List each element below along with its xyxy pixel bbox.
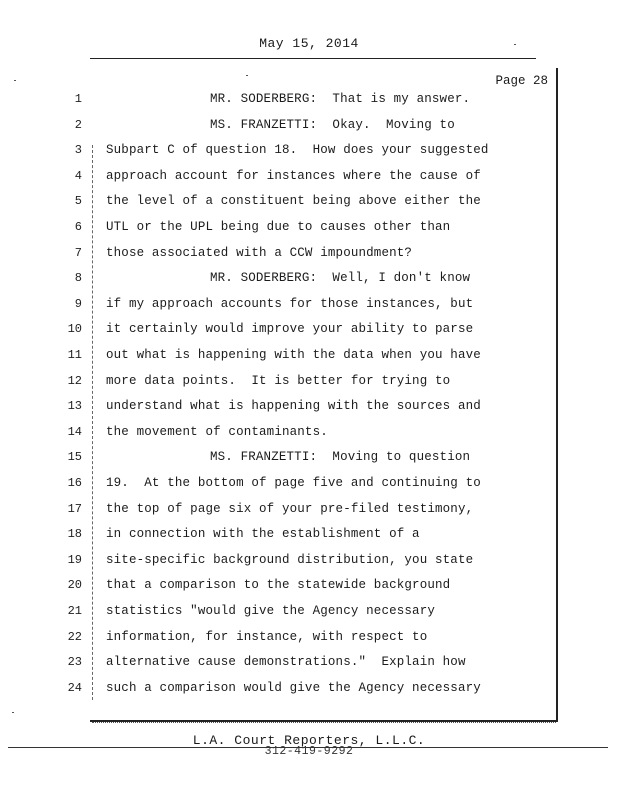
scan-speck xyxy=(14,80,16,81)
line-number: 9 xyxy=(74,296,82,311)
transcript-line: Subpart C of question 18. How does your suggested xyxy=(106,143,489,158)
transcript-line: approach account for instances where the cause of xyxy=(106,168,481,183)
line-number: 3 xyxy=(74,143,82,158)
date-header: May 15, 2014 xyxy=(259,36,359,51)
line-number: 5 xyxy=(74,194,82,209)
transcript-line: understand what is happening with the sources and xyxy=(106,399,481,414)
transcript-line: that a comparison to the statewide background xyxy=(106,578,451,593)
transcript-line: out what is happening with the data when you have xyxy=(106,348,481,362)
line-number: 15 xyxy=(67,450,82,465)
page-number: Page 28 xyxy=(495,74,548,88)
line-number: 16 xyxy=(67,476,82,490)
line-number: 20 xyxy=(67,578,82,593)
scan-speck xyxy=(12,712,14,713)
transcript-line: such a comparison would give the Agency necessary xyxy=(106,680,481,695)
line-number: 8 xyxy=(74,271,82,286)
transcript-line: the level of a constituent being above either the xyxy=(106,194,481,209)
transcript-line: if my approach accounts for those instances, but xyxy=(106,296,474,311)
transcript-line: MS. FRANZETTI: Okay. Moving to xyxy=(210,117,455,132)
transcript-line: alternative cause demonstrations." Explain how xyxy=(106,655,466,670)
transcript-line: more data points. It is better for trying to xyxy=(106,373,451,388)
scan-speck xyxy=(246,75,248,76)
line-number: 10 xyxy=(67,322,82,337)
line-number: 7 xyxy=(74,245,82,260)
footer-reporter: L.A. Court Reporters, L.L.C. xyxy=(192,733,426,748)
line-number: 11 xyxy=(67,348,82,362)
scan-speck xyxy=(514,44,516,45)
transcript-line: 19. At the bottom of page five and continuing to xyxy=(106,476,481,490)
header-rule xyxy=(90,58,536,59)
line-number: 2 xyxy=(74,117,82,132)
transcript-line: site-specific background distribution, you state xyxy=(106,552,474,567)
line-number: 23 xyxy=(67,655,82,670)
transcript-line: it certainly would improve your ability to parse xyxy=(106,322,474,337)
line-number: 12 xyxy=(67,373,82,388)
line-number: 17 xyxy=(67,501,82,516)
transcript-line: the movement of contaminants. xyxy=(106,424,328,439)
transcript-line: UTL or the UPL being due to causes other than xyxy=(106,220,451,234)
line-number: 1 xyxy=(74,92,82,106)
line-number: 22 xyxy=(67,629,82,644)
line-number: 18 xyxy=(67,527,82,542)
line-number: 14 xyxy=(67,424,82,439)
transcript-line: information, for instance, with respect to xyxy=(106,629,428,644)
transcript-line: statistics "would give the Agency necessary xyxy=(106,604,436,618)
page-frame xyxy=(90,68,558,722)
footer-phone: 312-419-9292 xyxy=(264,745,354,758)
line-number: 19 xyxy=(67,552,82,567)
transcript-line: MR. SODERBERG: Well, I don't know xyxy=(210,271,471,286)
transcript-line: MS. FRANZETTI: Moving to question xyxy=(210,450,471,465)
frame-bottom-shadow xyxy=(92,722,556,723)
transcript-line: those associated with a CCW impoundment? xyxy=(106,245,413,260)
transcript-line: MR. SODERBERG: That is my answer. xyxy=(210,92,471,106)
line-number: 13 xyxy=(67,399,82,414)
line-number: 24 xyxy=(67,680,82,695)
line-number: 6 xyxy=(74,220,82,234)
left-margin-line xyxy=(92,145,93,700)
transcript-line: the top of page six of your pre-filed testimony, xyxy=(106,501,474,516)
transcript-line: in connection with the establishment of a xyxy=(106,527,420,542)
line-number: 21 xyxy=(67,604,82,618)
line-number: 4 xyxy=(74,168,82,183)
